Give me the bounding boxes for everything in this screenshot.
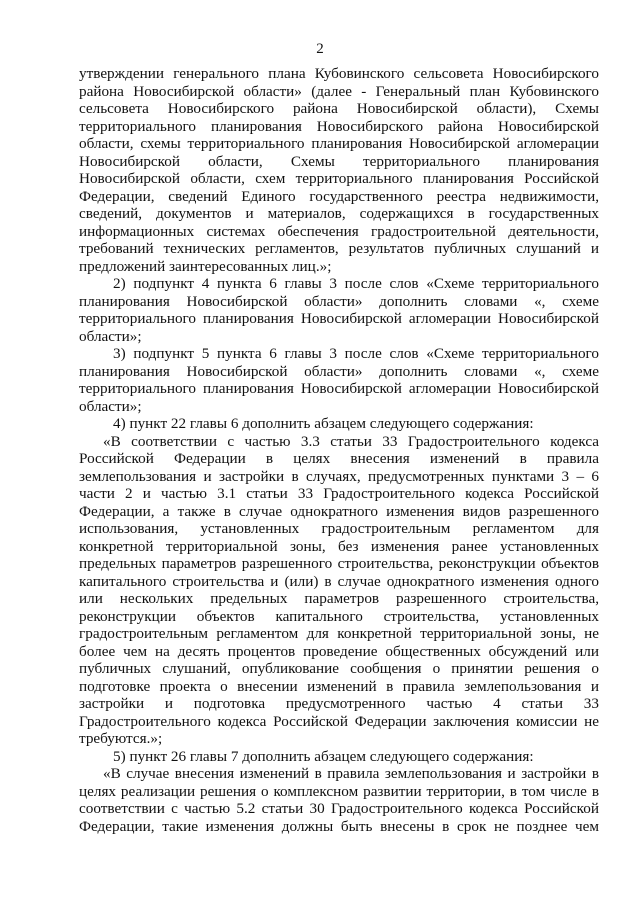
document-body	[79, 65, 599, 835]
paragraph-item-2: 2) подпункт 4 пункта 6 главы 3 после слов «Схеме территориального планирования Новосибирской области» дополнить словами «, схеме территориального планирования Новосибирской агломерации Новосибирской области»;	[79, 275, 599, 345]
paragraph-item-4: 4) пункт 22 главы 6 дополнить абзацем следующего содержания:	[113, 415, 534, 432]
paragraph-continuation: утверждении генерального плана Кубовинского сельсовета Новосибирского района Новосибирской области» (далее - Генеральный план Кубовинского сельсовета Новосибирского района Новосибирской области), Схемы территориального планирования Новосибирского района Новосибирской области, схемы территориального планирования Новосибирской агломерации Новосибирской области, Схемы территориального планирования Новосибирской области, схем территориального планирования Российской Федерации, сведений Единого государственного реестра недвижимости, сведений, документов и материалов, содержащихся в государственных информационных системах обеспечения градостроительной деятельности, требований технических регламентов, результатов публичных слушаний и предложений заинтересованных лиц.»;	[79, 65, 599, 275]
paragraph-item-3: 3) подпункт 5 пункта 6 главы 3 после слов «Схеме территориального планирования Новосибирской области» дополнить словами «, схеме территориального планирования Новосибирской агломерации Новосибирской области»;	[79, 345, 599, 415]
paragraph-quote-item-4: «В соответствии с частью 3.3 статьи 33 Градостроительного кодекса Российской Федерации в целях внесения изменений в правила землепользования и застройки в случаях, предусмотренных пунктами 3 – 6 части 2 и частью 3.1 статьи 33 Градостроительного кодекса Российской Федерации, а также в случае однократного изменения видов разрешенного использования, установленных градостроительным регламентом для конкретной территориальной зоны, без изменения ранее установленных предельных параметров разрешенного строительства, реконструкции объектов капитального строительства и (или) в случае однократного изменения одного или нескольких предельных параметров разрешенного строительства, реконструкции объектов капитального строительства, установленных градостроительным регламентом для конкретной территориальной зоны, не более чем на десять процентов проведение общественных обсуждений или публичных слушаний, опубликование сообщения о принятии решения о подготовке проекта о внесении изменений в правила землепользования и застройки и подготовка предусмотренного частью 4 статьи 33 Градостроительного кодекса Российской Федерации заключения комиссии не требуются.»;	[79, 432, 599, 747]
paragraph-item-5: 5) пункт 26 главы 7 дополнить абзацем следующего содержания:	[113, 747, 534, 765]
paragraph-quote-item-5: «В случае внесения изменений в правила землепользования и застройки в целях реализации решения о комплексном развитии территории, в том числе в соответствии с частью 5.2 статьи 30 Градостроительного кодекса Российской Федерации, такие изменения должны быть внесены в срок не позднее чем	[79, 765, 599, 835]
page-number: 2	[316, 41, 324, 57]
